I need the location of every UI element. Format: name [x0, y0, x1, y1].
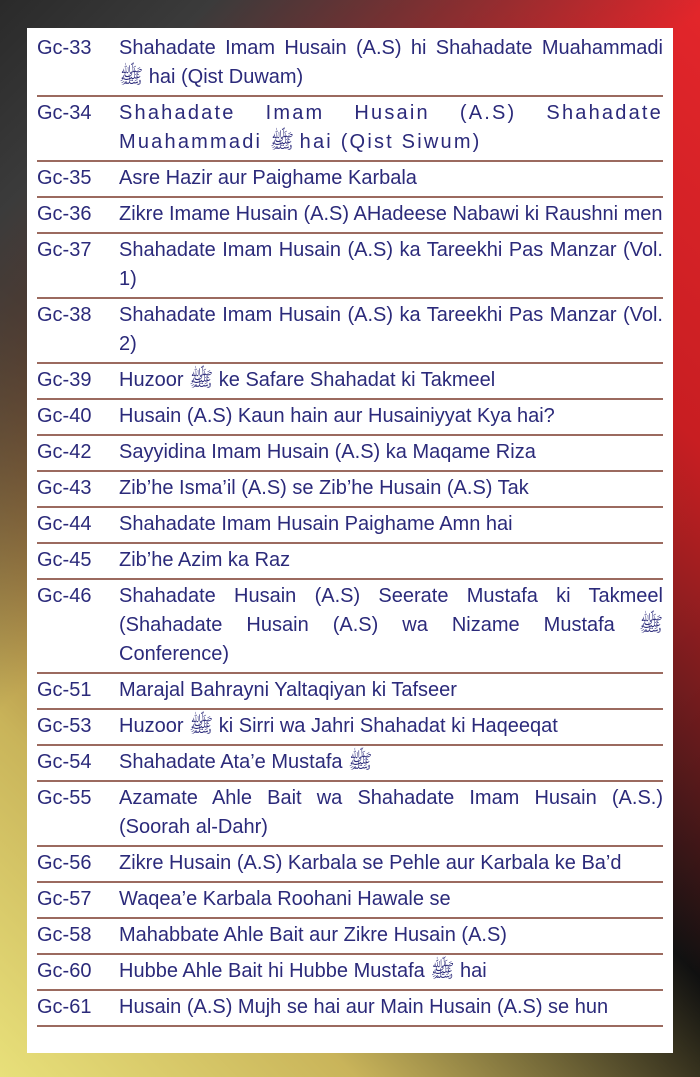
- item-code: Gc-61: [37, 996, 92, 1018]
- catalog-row: [37, 299, 669, 364]
- item-title: Shahadate Imam Husain (A.S) ka Tareekhi Pas Manzar (Vol. 1): [119, 239, 669, 290]
- item-code: Gc-39: [37, 369, 92, 391]
- item-title: Zib’he Azim ka Raz: [119, 549, 291, 571]
- catalog-row: [37, 400, 663, 436]
- item-title: Sayyidina Imam Husain (A.S) ka Maqame Riza: [119, 441, 536, 463]
- item-title: Shahadate Imam Husain Paighame Amn hai: [119, 513, 513, 535]
- item-code: Gc-35: [37, 167, 92, 189]
- item-code: Gc-56: [37, 852, 92, 874]
- item-title: Shahadate Ata’e Mustafa ﷺ: [119, 751, 373, 773]
- item-title: Shahadate Imam Husain (A.S) Shahadate Muahammadi ﷺ hai (Qist Siwum): [119, 102, 671, 153]
- item-code: Gc-44: [37, 513, 92, 535]
- catalog-row: [37, 436, 663, 472]
- catalog-panel: [27, 28, 673, 1053]
- item-code: Gc-53: [37, 715, 92, 737]
- item-title: Mahabbate Ahle Bait aur Zikre Husain (A.S): [119, 924, 507, 946]
- item-code: Gc-51: [37, 679, 92, 701]
- item-title: Azamate Ahle Bait wa Shahadate Imam Husain (A.S.) (Soorah al-Dahr): [119, 787, 669, 838]
- item-title: Shahadate Husain (A.S) Seerate Mustafa ki Takmeel (Shahadate Husain (A.S) wa Nizame Mustafa ﷺ Conference): [119, 585, 669, 665]
- item-title: Huzoor ﷺ ki Sirri wa Jahri Shahadat ki Haqeeqat: [119, 715, 558, 737]
- item-code: Gc-33: [37, 37, 92, 59]
- catalog-row: [37, 674, 663, 710]
- catalog-row: [37, 364, 663, 400]
- catalog-row: [37, 580, 669, 674]
- item-title: Shahadate Imam Husain (A.S) ka Tareekhi Pas Manzar (Vol. 2): [119, 304, 669, 355]
- item-code: Gc-54: [37, 751, 92, 773]
- item-title: Husain (A.S) Kaun hain aur Husainiyyat Kya hai?: [119, 405, 555, 427]
- item-code: Gc-34: [37, 102, 92, 124]
- item-title: Huzoor ﷺ ke Safare Shahadat ki Takmeel: [119, 369, 496, 391]
- item-code: Gc-42: [37, 441, 92, 463]
- item-title: Shahadate Imam Husain (A.S) hi Shahadate Muahammadi ﷺ hai (Qist Duwam): [119, 37, 669, 88]
- catalog-row: [37, 919, 663, 955]
- catalog-row: [37, 234, 669, 299]
- item-code: Gc-37: [37, 239, 92, 261]
- catalog-row: [37, 198, 663, 234]
- catalog-row: [37, 782, 669, 847]
- item-title: Zikre Husain (A.S) Karbala se Pehle aur Karbala ke Ba’d: [119, 852, 622, 874]
- catalog-row: [37, 710, 663, 746]
- item-title: Husain (A.S) Mujh se hai aur Main Husain (A.S) se hun: [119, 996, 609, 1018]
- item-title: Asre Hazir aur Paighame Karbala: [119, 167, 417, 189]
- item-code: Gc-46: [37, 585, 92, 607]
- item-code: Gc-45: [37, 549, 92, 571]
- catalog-row: [37, 472, 663, 508]
- catalog-row: [37, 847, 663, 883]
- item-code: Gc-43: [37, 477, 92, 499]
- item-code: Gc-40: [37, 405, 92, 427]
- item-title: Marajal Bahrayni Yaltaqiyan ki Tafseer: [119, 679, 457, 701]
- catalog-row: [37, 955, 663, 991]
- item-title: Zikre Imame Husain (A.S) AHadeese Nabawi ki Raushni men: [119, 203, 663, 225]
- item-title: Zib’he Isma’il (A.S) se Zib’he Husain (A.S) Tak: [119, 477, 529, 499]
- item-code: Gc-55: [37, 787, 92, 809]
- item-code: Gc-58: [37, 924, 92, 946]
- catalog-row: [37, 883, 663, 919]
- catalog-row: [37, 32, 669, 97]
- catalog-row: [37, 508, 663, 544]
- item-title: Hubbe Ahle Bait hi Hubbe Mustafa ﷺ hai: [119, 960, 487, 982]
- item-code: Gc-57: [37, 888, 92, 910]
- item-code: Gc-60: [37, 960, 92, 982]
- catalog-row: [37, 746, 663, 782]
- item-title: Waqea’e Karbala Roohani Hawale se: [119, 888, 451, 910]
- item-code: Gc-36: [37, 203, 92, 225]
- catalog-row: [37, 991, 663, 1027]
- catalog-row: [37, 97, 671, 162]
- catalog-row: [37, 544, 663, 580]
- catalog-row: [37, 162, 663, 198]
- item-code: Gc-38: [37, 304, 92, 326]
